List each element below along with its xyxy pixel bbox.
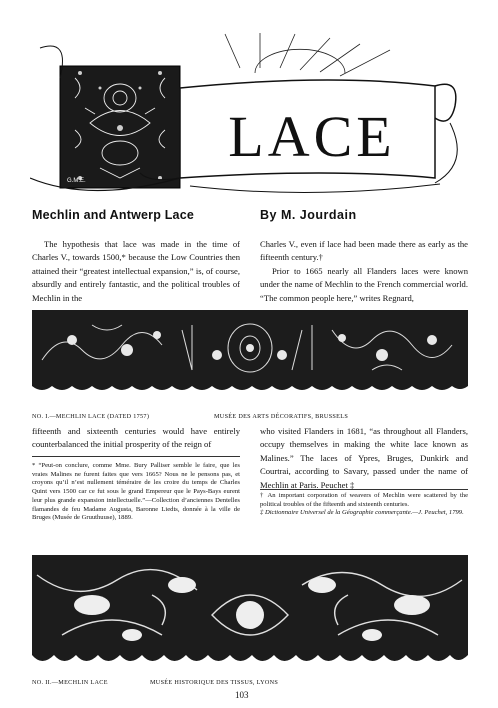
figure-2-caption: NO. II.—MECHLIN LACE [32,679,108,686]
page-number: 103 [235,690,249,700]
footnote-text: † An important corporation of weavers of Mechlin were scattered by the political troubles of the fifteenth and sixteenth centuries. [260,492,468,508]
footnote-dagger [260,492,468,518]
column-mid-right [260,425,468,492]
figure-1-museum: MUSÉE DES ARTS DÉCORATIFS, BRUSSELS [214,413,349,420]
banner-title: LACE [228,104,396,169]
paragraph: who visited Flanders in 1681, “as throughout all Flanders, occupy themselves in making the white lace known as Malines.” The laces of Ypres, Bruges, Dunkirk and Courtrai, according to Savary, passed under the name of Mechlin at Paris. Peuchet ‡ [260,426,468,490]
paragraph: fifteenth and sixteenth centuries would have entirely counterbalanced the initial prosperity of the reign of [32,426,240,450]
article-author: By M. Jourdain [260,208,357,222]
column-mid-left [32,425,240,452]
footnote-rule-right [260,489,468,490]
paragraph: Charles V., even if lace had been made there as early as the fifteenth century.† [260,239,468,263]
figure-2-museum: MUSÉE HISTORIQUE DES TISSUS, LYONS [150,679,279,686]
lace-title-banner [30,28,465,196]
footnote-star [32,462,240,523]
paragraph: Prior to 1665 nearly all Flanders laces were known under the name of Mechlin to the French commercial world. “The common people here,” writes Regnard, [260,265,468,303]
artist-monogram: G.M.E. [67,178,86,184]
article-header [32,208,468,230]
article-title: Mechlin and Antwerp Lace [32,208,195,222]
column-top-left [32,238,240,305]
mechlin-lace-figure-1 [32,310,468,398]
figure-1-caption: NO. I.—MECHLIN LACE (DATED 1757) [32,413,150,420]
footnote-text: ‡ Dictionnaire Universel de la Géographie commerçante.—J. Peuchet, 1799. [260,509,464,517]
footnote-text: * “Peut-on conclure, comme Mme. Bury Palliser semble le faire, que les vraies Malines ne furent faites que vers 1665? Nous ne le pensons pas, et croyons qu’il n’est nullement téméraire de les croire du temps de Charles Quint vers 1500 car ce fut sous le grand Empereur que le Pays-Bays eurent leur plus grande expansion intellectuelle.”—Collection d’anciennes Dentelles flamandes de feu Madame Augusta, Baronne Liedts, donnée à la ville de Bruges (Musée de Gruuthuuse), 1889. [32,462,240,522]
column-top-right [260,238,468,305]
mechlin-lace-figure-2 [32,555,468,673]
paragraph: The hypothesis that lace was made in the time of Charles V., towards 1500,* because the Low Countries then attained their “greatest intellectual expansion,” is, of course, absurdly and entirely fantastic, and the political troubles of Mechlin in the [32,239,240,303]
sunburst-ornament [225,33,390,76]
footnote-rule-left [32,456,240,457]
